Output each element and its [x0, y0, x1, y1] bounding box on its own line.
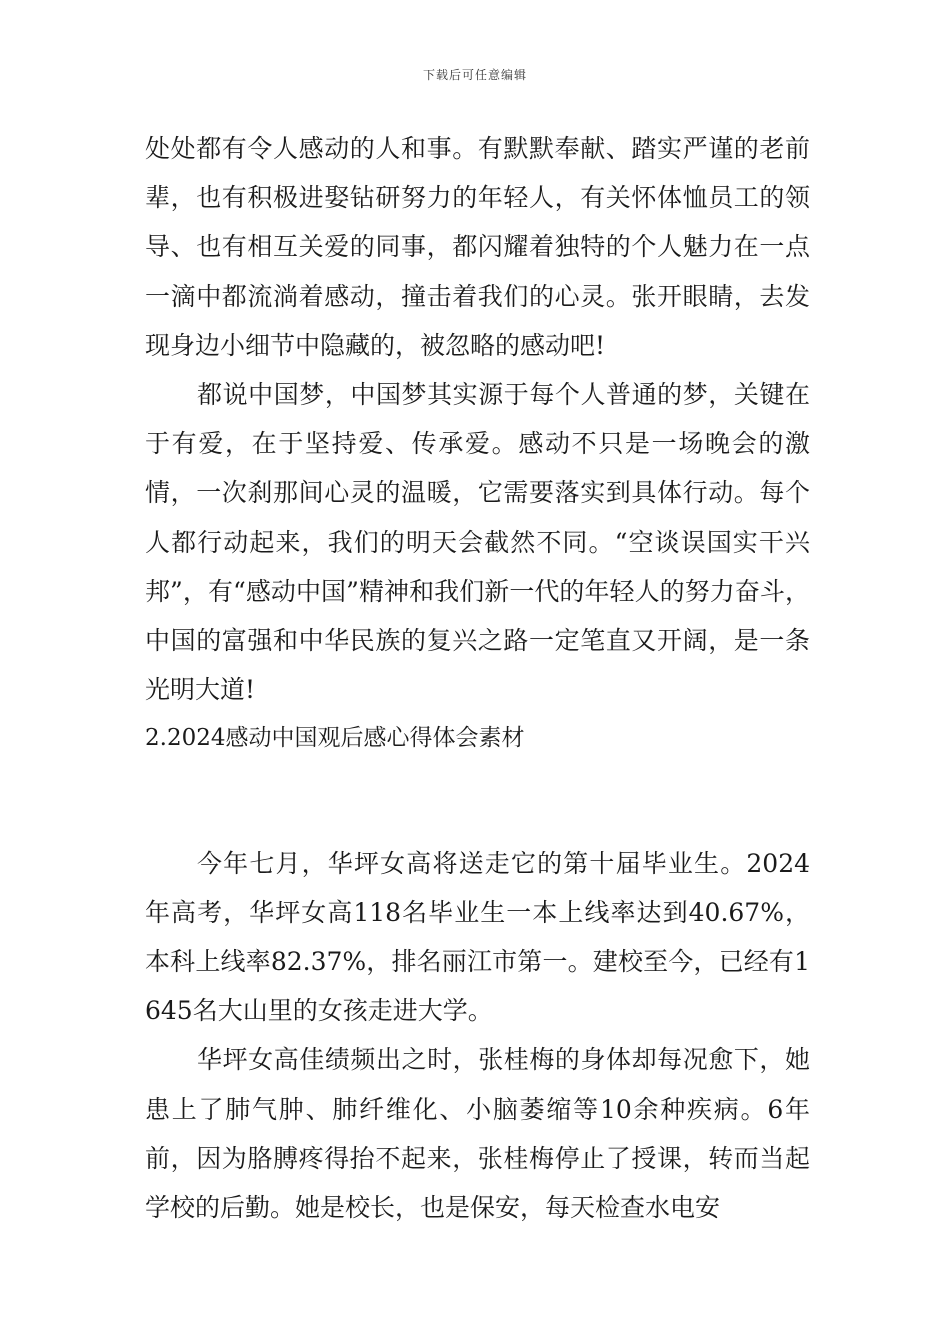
- section-heading: 2.2024感动中国观后感心得体会素材: [145, 725, 525, 752]
- document-body: [145, 124, 810, 1232]
- page-header: 下载后可任意编辑: [422, 68, 527, 82]
- paragraph: 今年七月，华坪女高将送走它的第十届毕业生。2024年高考，华坪女高118名毕业生一本上线率达到40.67%，本科上线率82.37%，排名丽江市第一。建校至今，已经有1645名大山里的女孩走进大学。: [145, 848, 810, 1026]
- paragraph: 华坪女高佳绩频出之时，张桂梅的身体却每况愈下，她患上了肺气肿、肺纤维化、小脑萎缩等10余种疾病。6年前，因为胳膊疼得抬不起来，张桂梅停止了授课，转而当起学校的后勤。她是校长，也是保安，每天检查水电安: [145, 1045, 810, 1223]
- paragraph: 都说中国梦，中国梦其实源于每个人普通的梦，关键在于有爱，在于坚持爱、传承爱。感动不只是一场晚会的激情，一次刹那间心灵的温暖，它需要落实到具体行动。每个人都行动起来，我们的明天会截然不同。“空谈误国实干兴邦”，有“感动中国”精神和我们新一代的年轻人的努力奋斗，中国的富强和中华民族的复兴之路一定笔直又开阔，是一条光明大道!: [145, 380, 810, 705]
- paragraph: 处处都有令人感动的人和事。有默默奉献、踏实严谨的老前辈，也有积极进娶钻研努力的年轻人，有关怀体恤员工的领导、也有相互关爱的同事，都闪耀着独特的个人魅力在一点一滴中都流淌着感动，撞击着我们的心灵。张开眼睛，去发现身边小细节中隐藏的，被忽略的感动吧!: [145, 134, 810, 360]
- blank-space: [145, 764, 810, 839]
